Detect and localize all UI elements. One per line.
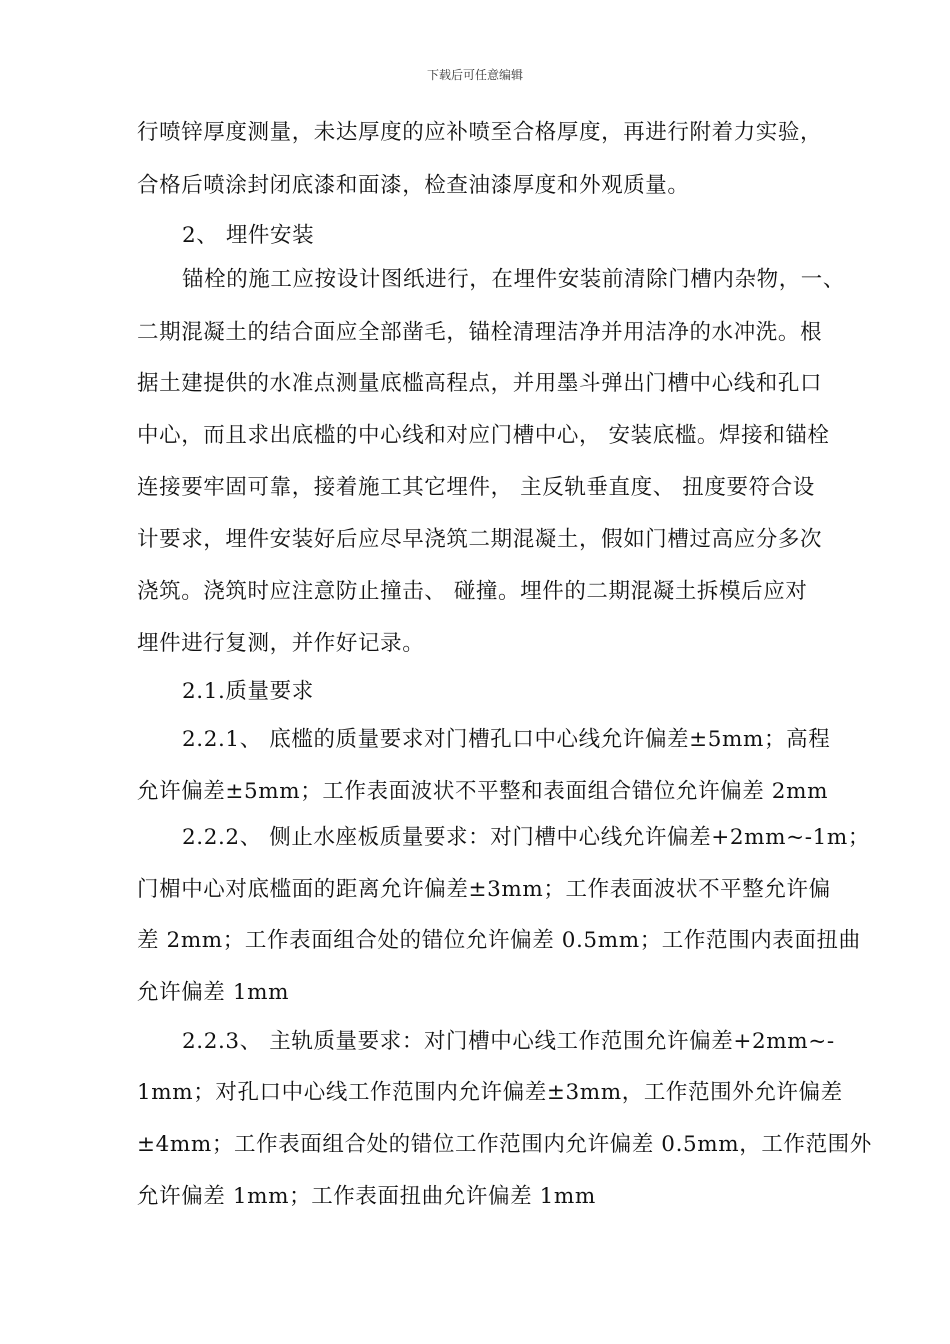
text-line: 2.2.3、 主轨质量要求：对门槽中心线工作范围允许偏差+2mm~- [182,1029,835,1054]
text-line: 1mm；对孔口中心线工作范围内允许偏差±3mm，工作范围外允许偏差 [137,1080,843,1105]
text-line: 埋件进行复测，并作好记录。 [137,631,425,656]
text-line: 浇筑。浇筑时应注意防止撞击、 碰撞。埋件的二期混凝土拆模后应对 [137,579,808,604]
page-header: 下载后可任意编辑 [426,68,523,82]
text-line: 中心，而且求出底槛的中心线和对应门槽中心， 安装底槛。焊接和锚栓 [137,423,830,448]
text-line: 锚栓的施工应按设计图纸进行，在埋件安装前清除门槽内杂物，一、 [182,267,846,292]
text-line: 2.2.1、 底槛的质量要求对门槽孔口中心线允许偏差±5mm；高程 [182,727,831,752]
text-line: 允许偏差 1mm；工作表面扭曲允许偏差 1mm [137,1184,596,1209]
section-heading: 2、 埋件安装 [182,223,315,248]
text-line: 据土建提供的水准点测量底槛高程点，并用墨斗弹出门槽中心线和孔口 [137,371,823,396]
text-line: 差 2mm；工作表面组合处的错位允许偏差 0.5mm；工作范围内表面扭曲 [137,928,861,953]
section-heading: 2.1.质量要求 [182,679,314,704]
text-line: 合格后喷涂封闭底漆和面漆，检查油漆厚度和外观质量。 [137,173,690,198]
text-line: 允许偏差 1mm [137,980,290,1005]
text-line: 二期混凝土的结合面应全部凿毛，锚栓清理洁净并用洁净的水冲洗。根 [137,320,823,345]
text-line: 计要求，埋件安装好后应尽早浇筑二期混凝土，假如门槽过高应分多次 [137,527,823,552]
text-line: 连接要牢固可靠，接着施工其它埋件， 主反轨垂直度、 扭度要符合设 [137,475,815,500]
text-line: ±4mm；工作表面组合处的错位工作范围内允许偏差 0.5mm，工作范围外 [137,1132,872,1157]
text-line: 2.2.2、 侧止水座板质量要求：对门槽中心线允许偏差+2mm~-1m； [182,825,870,850]
text-line: 门楣中心对底槛面的距离允许偏差±3mm；工作表面波状不平整允许偏 [137,877,831,902]
text-line: 允许偏差±5mm；工作表面波状不平整和表面组合错位允许偏差 2mm [137,779,829,804]
text-line: 行喷锌厚度测量，未达厚度的应补喷至合格厚度，再进行附着力实验， [137,120,823,145]
